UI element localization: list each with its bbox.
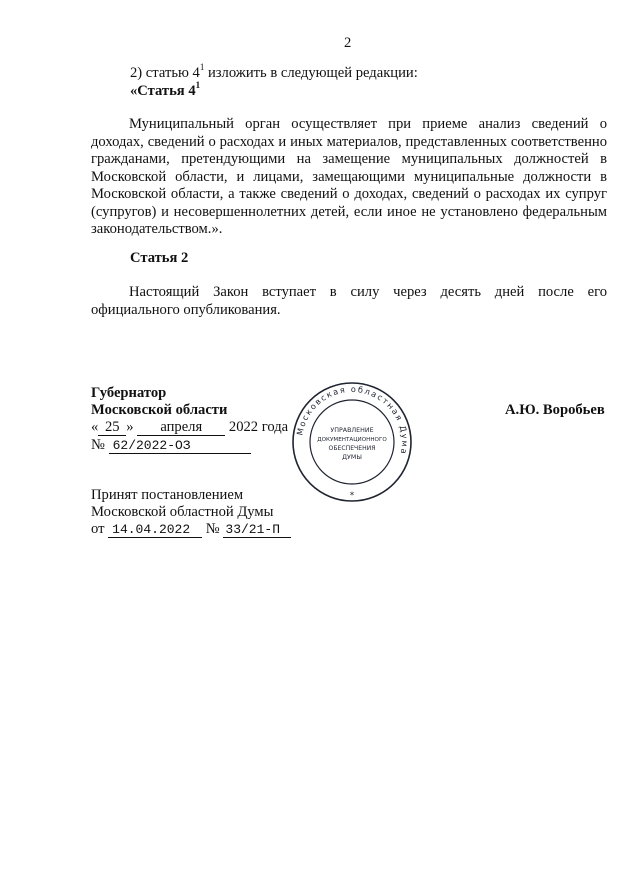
adoption-line2: Московской областной Думы (91, 504, 274, 520)
signatory-title-line1: Губернатор (91, 385, 167, 401)
seal-ring-text: Московская областная Дума (294, 383, 411, 457)
adoption-number-value: 33/21-П (223, 522, 291, 538)
date-month: апреля (137, 420, 225, 436)
law-number-prefix: № (91, 437, 105, 453)
law-number-value: 62/2022-ОЗ (109, 438, 251, 454)
adoption-line1: Принят постановлением (91, 487, 244, 503)
article-2-paragraph: Настоящий Закон вступает в силу через десять дней после его официального опубликования. (91, 284, 607, 318)
adoption-date-prefix: от (91, 521, 105, 537)
adoption-date-value: 14.04.2022 (108, 522, 202, 538)
date-year: 2022 года (228, 419, 289, 435)
amendment-intro-sup: 1 (199, 62, 205, 73)
amendment-intro (130, 62, 418, 83)
article-4-1-heading (130, 80, 201, 101)
law-number (91, 437, 251, 455)
date-open-quote: « (91, 419, 99, 435)
seal-line-4: ДУМЫ (342, 454, 362, 461)
signature-date (91, 419, 288, 437)
seal-line-2: ДОКУМЕНТАЦИОННОГО (317, 437, 387, 443)
signatory-name: А.Ю. Воробьев (505, 402, 605, 418)
article-4-1-paragraph: Муниципальный орган осуществляет при приеме анализ сведений о доходах, сведений о расходах и иных материалов, представленных соответственно гражданами, претендующими на замещение муниципальных должностей в Московской области, и лицами, замещающими муниципальные должности в Московской области, а также сведений о доходах, сведений о расходах их супруг (супругов) и несовершеннолетних детей, если иное не установлено федеральным законодательством.». (91, 116, 607, 237)
adoption-number-prefix: № (205, 521, 220, 537)
amendment-intro-prefix: 2) статью 4 (130, 65, 200, 81)
amendment-intro-suffix: изложить в следующей редакции: (204, 65, 418, 81)
article-heading-text: «Статья 4 (130, 83, 196, 99)
adoption-date-number (91, 521, 291, 539)
seal-star: * (349, 491, 355, 501)
article-2-heading: Статья 2 (130, 250, 189, 266)
page-number: 2 (344, 35, 352, 51)
date-day: 25 (98, 420, 126, 436)
seal-line-3: ОБЕСПЕЧЕНИЯ (328, 445, 376, 452)
article-heading-sup: 1 (195, 80, 201, 91)
date-close-quote: » (126, 419, 134, 435)
round-seal-stamp (290, 380, 414, 504)
signatory-title-line2: Московской области (91, 402, 228, 418)
seal-line-1: УПРАВЛЕНИЕ (330, 427, 374, 434)
